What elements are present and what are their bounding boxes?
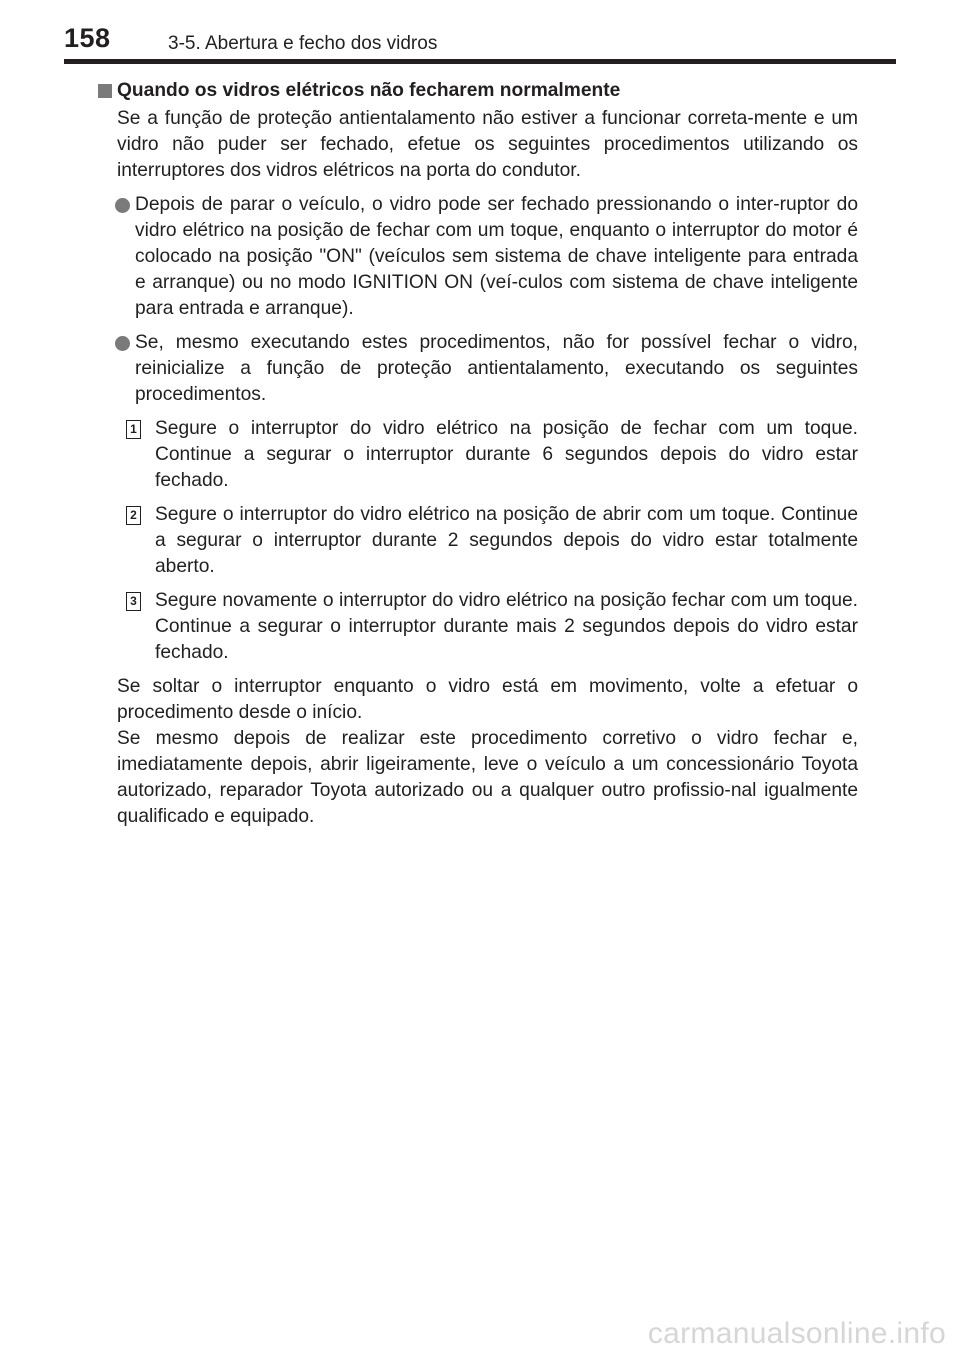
page-header [0,0,960,66]
step-text: Segure o interruptor do vidro elétrico na posição de fechar com um toque. Continue a segurar o interruptor durante 6 segundos depois do vidro estar fechado. [155,418,858,491]
step-number-badge: 2 [126,506,141,525]
page-number: 158 [64,23,111,53]
section-heading [98,78,858,104]
step-number-badge: 3 [126,592,141,611]
step-text: Segure o interruptor do vidro elétrico na posição de abrir com um toque. Continue a segurar o interruptor durante 2 segundos depois do vidro estar totalmente aberto. [155,504,858,577]
page-content [98,78,858,830]
intro-paragraph: Se a função de proteção antientalamento não estiver a funcionar correta-mente e um vidro não puder ser fechado, efetue os seguintes procedimentos utilizando os interruptores dos vidros elétricos na porta do condutor. [117,108,858,181]
section-heading-text: Quando os vidros elétricos não fecharem normalmente [117,80,621,101]
step-number-badge: 1 [126,420,141,439]
bullet-item [135,192,858,322]
circle-bullet-icon [115,336,130,351]
square-bullet-icon [98,84,112,98]
bullet-item [135,330,858,408]
closing-text-dealer: Se mesmo depois de realizar este procedimento corretivo o vidro fechar e, imediatamente depois, abrir ligeiramente, leve o veículo a um concessionário Toyota autorizado, reparador Toyota autorizado ou a qualquer outro profissio-nal igualmente qualificado e equipado. [117,728,858,827]
closing-paragraph [117,674,858,830]
bullet-text: Se, mesmo executando estes procedimentos, não for possível fechar o vidro, reinicialize a função de proteção antientalamento, executando os seguintes procedimentos. [135,332,858,405]
step-item [130,502,858,580]
step-text: Segure novamente o interruptor do vidro elétrico na posição fechar com um toque. Continue a segurar o interruptor durante mais 2 segundos depois do vidro estar fechado. [155,590,858,663]
section-title: 3-5. Abertura e fecho dos vidros [168,33,438,54]
header-rule [64,59,896,64]
step-item [130,588,858,666]
watermark-text: carmanualsonline.info [647,1317,946,1350]
step-item [130,416,858,494]
bullet-text: Depois de parar o veículo, o vidro pode ser fechado pressionando o inter-ruptor do vidro elétrico na posição de fechar com um toque, enquanto o interruptor do motor é colocado na posição "ON" (veículos sem sistema de chave inteligente para entrada e arranque) ou no modo IGNITION ON (veí-culos com sistema de chave inteligente para entrada e arranque). [135,194,858,319]
closing-text-restart: Se soltar o interruptor enquanto o vidro está em movimento, volte a efetuar o procedimento desde o início. [117,676,858,723]
circle-bullet-icon [115,198,130,213]
